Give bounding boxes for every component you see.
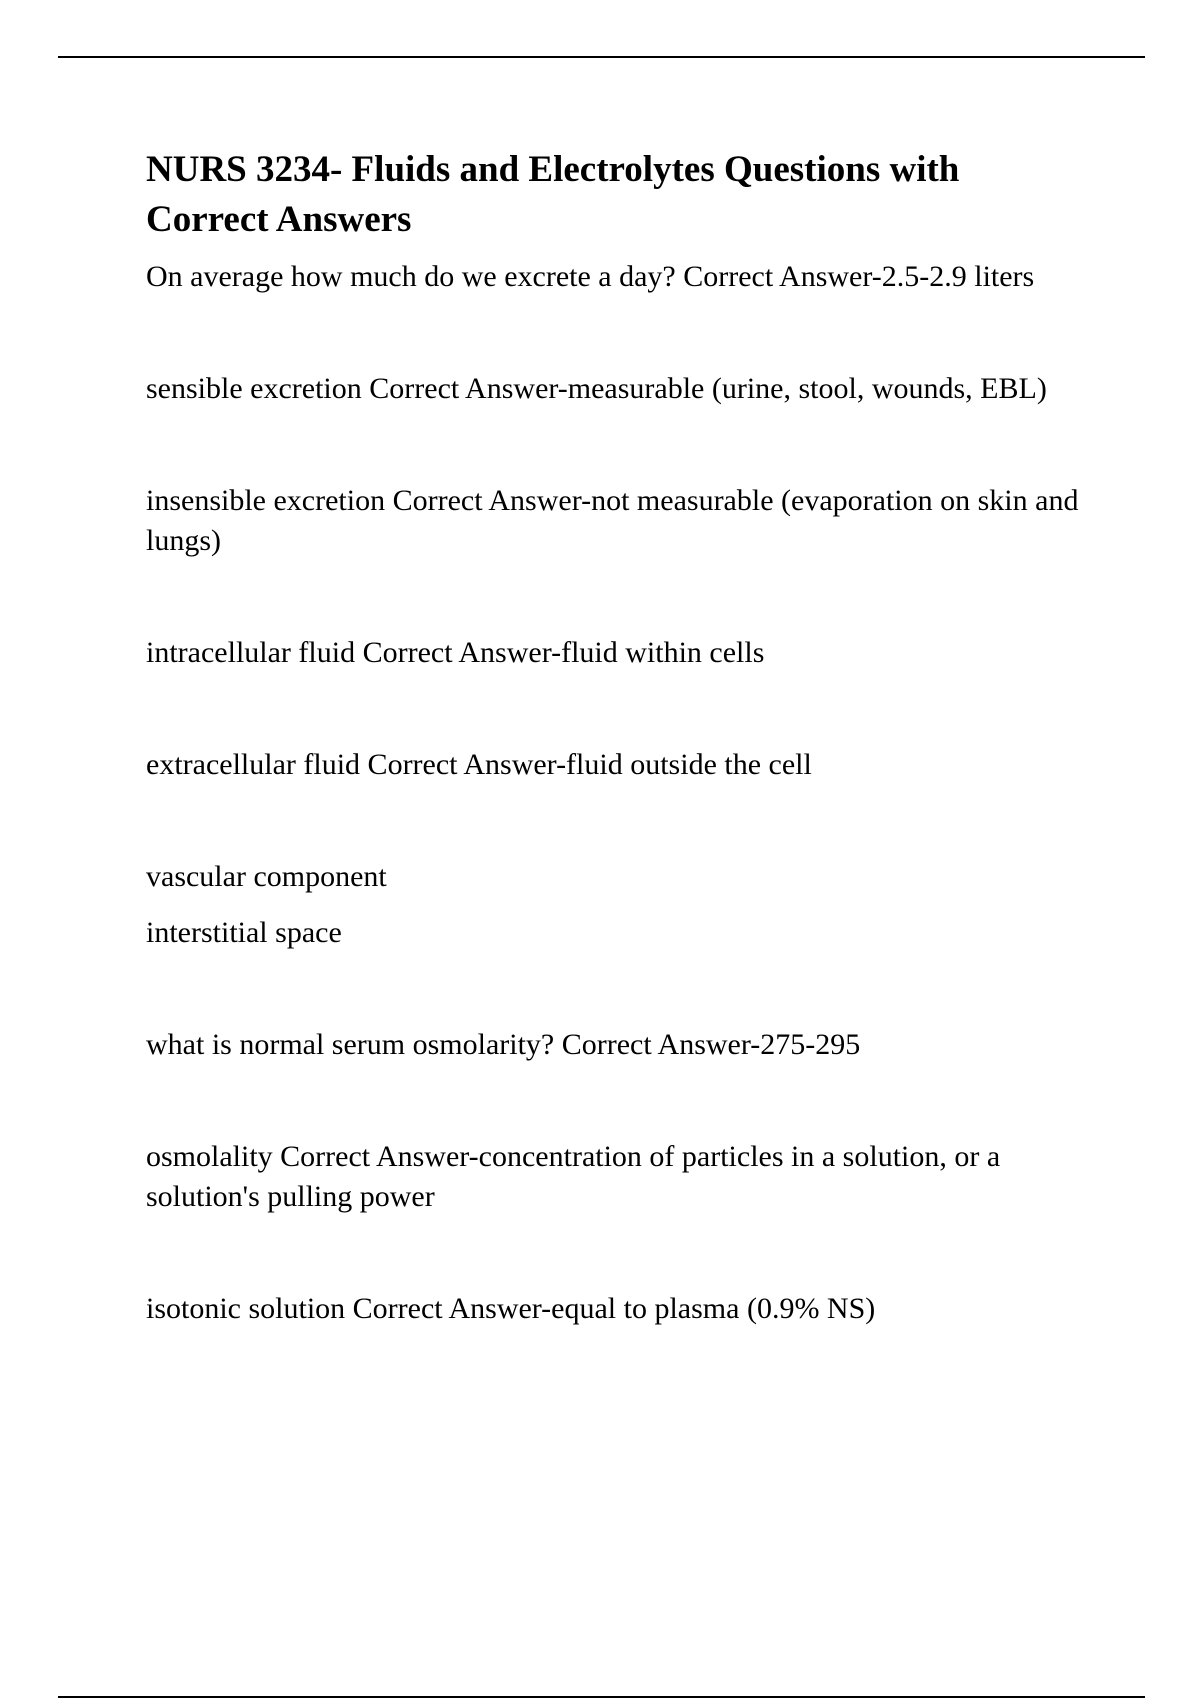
qa-item: On average how much do we excrete a day? Correct Answer-2.5-2.9 liters — [146, 260, 1035, 293]
document-title: NURS 3234- Fluids and Electrolytes Questions with Correct Answers — [146, 149, 960, 240]
top-rule — [58, 56, 1145, 58]
qa-item: intracellular fluid Correct Answer-fluid within cells — [146, 636, 765, 669]
document-body — [146, 145, 1086, 1329]
qa-item: sensible excretion Correct Answer-measurable (urine, stool, wounds, EBL) — [146, 372, 1047, 405]
qa-item: insensible excretion Correct Answer-not measurable (evaporation on skin and lungs) — [146, 484, 1079, 557]
bottom-rule — [58, 1696, 1145, 1698]
qa-item: vascular component — [146, 860, 387, 893]
qa-item: extracellular fluid Correct Answer-fluid outside the cell — [146, 748, 812, 781]
qa-item: what is normal serum osmolarity? Correct Answer-275-295 — [146, 1028, 861, 1061]
qa-item: interstitial space — [146, 916, 342, 949]
qa-item: osmolality Correct Answer-concentration of particles in a solution, or a solution's pulling power — [146, 1140, 1001, 1213]
qa-item: isotonic solution Correct Answer-equal to plasma (0.9% NS) — [146, 1292, 876, 1325]
